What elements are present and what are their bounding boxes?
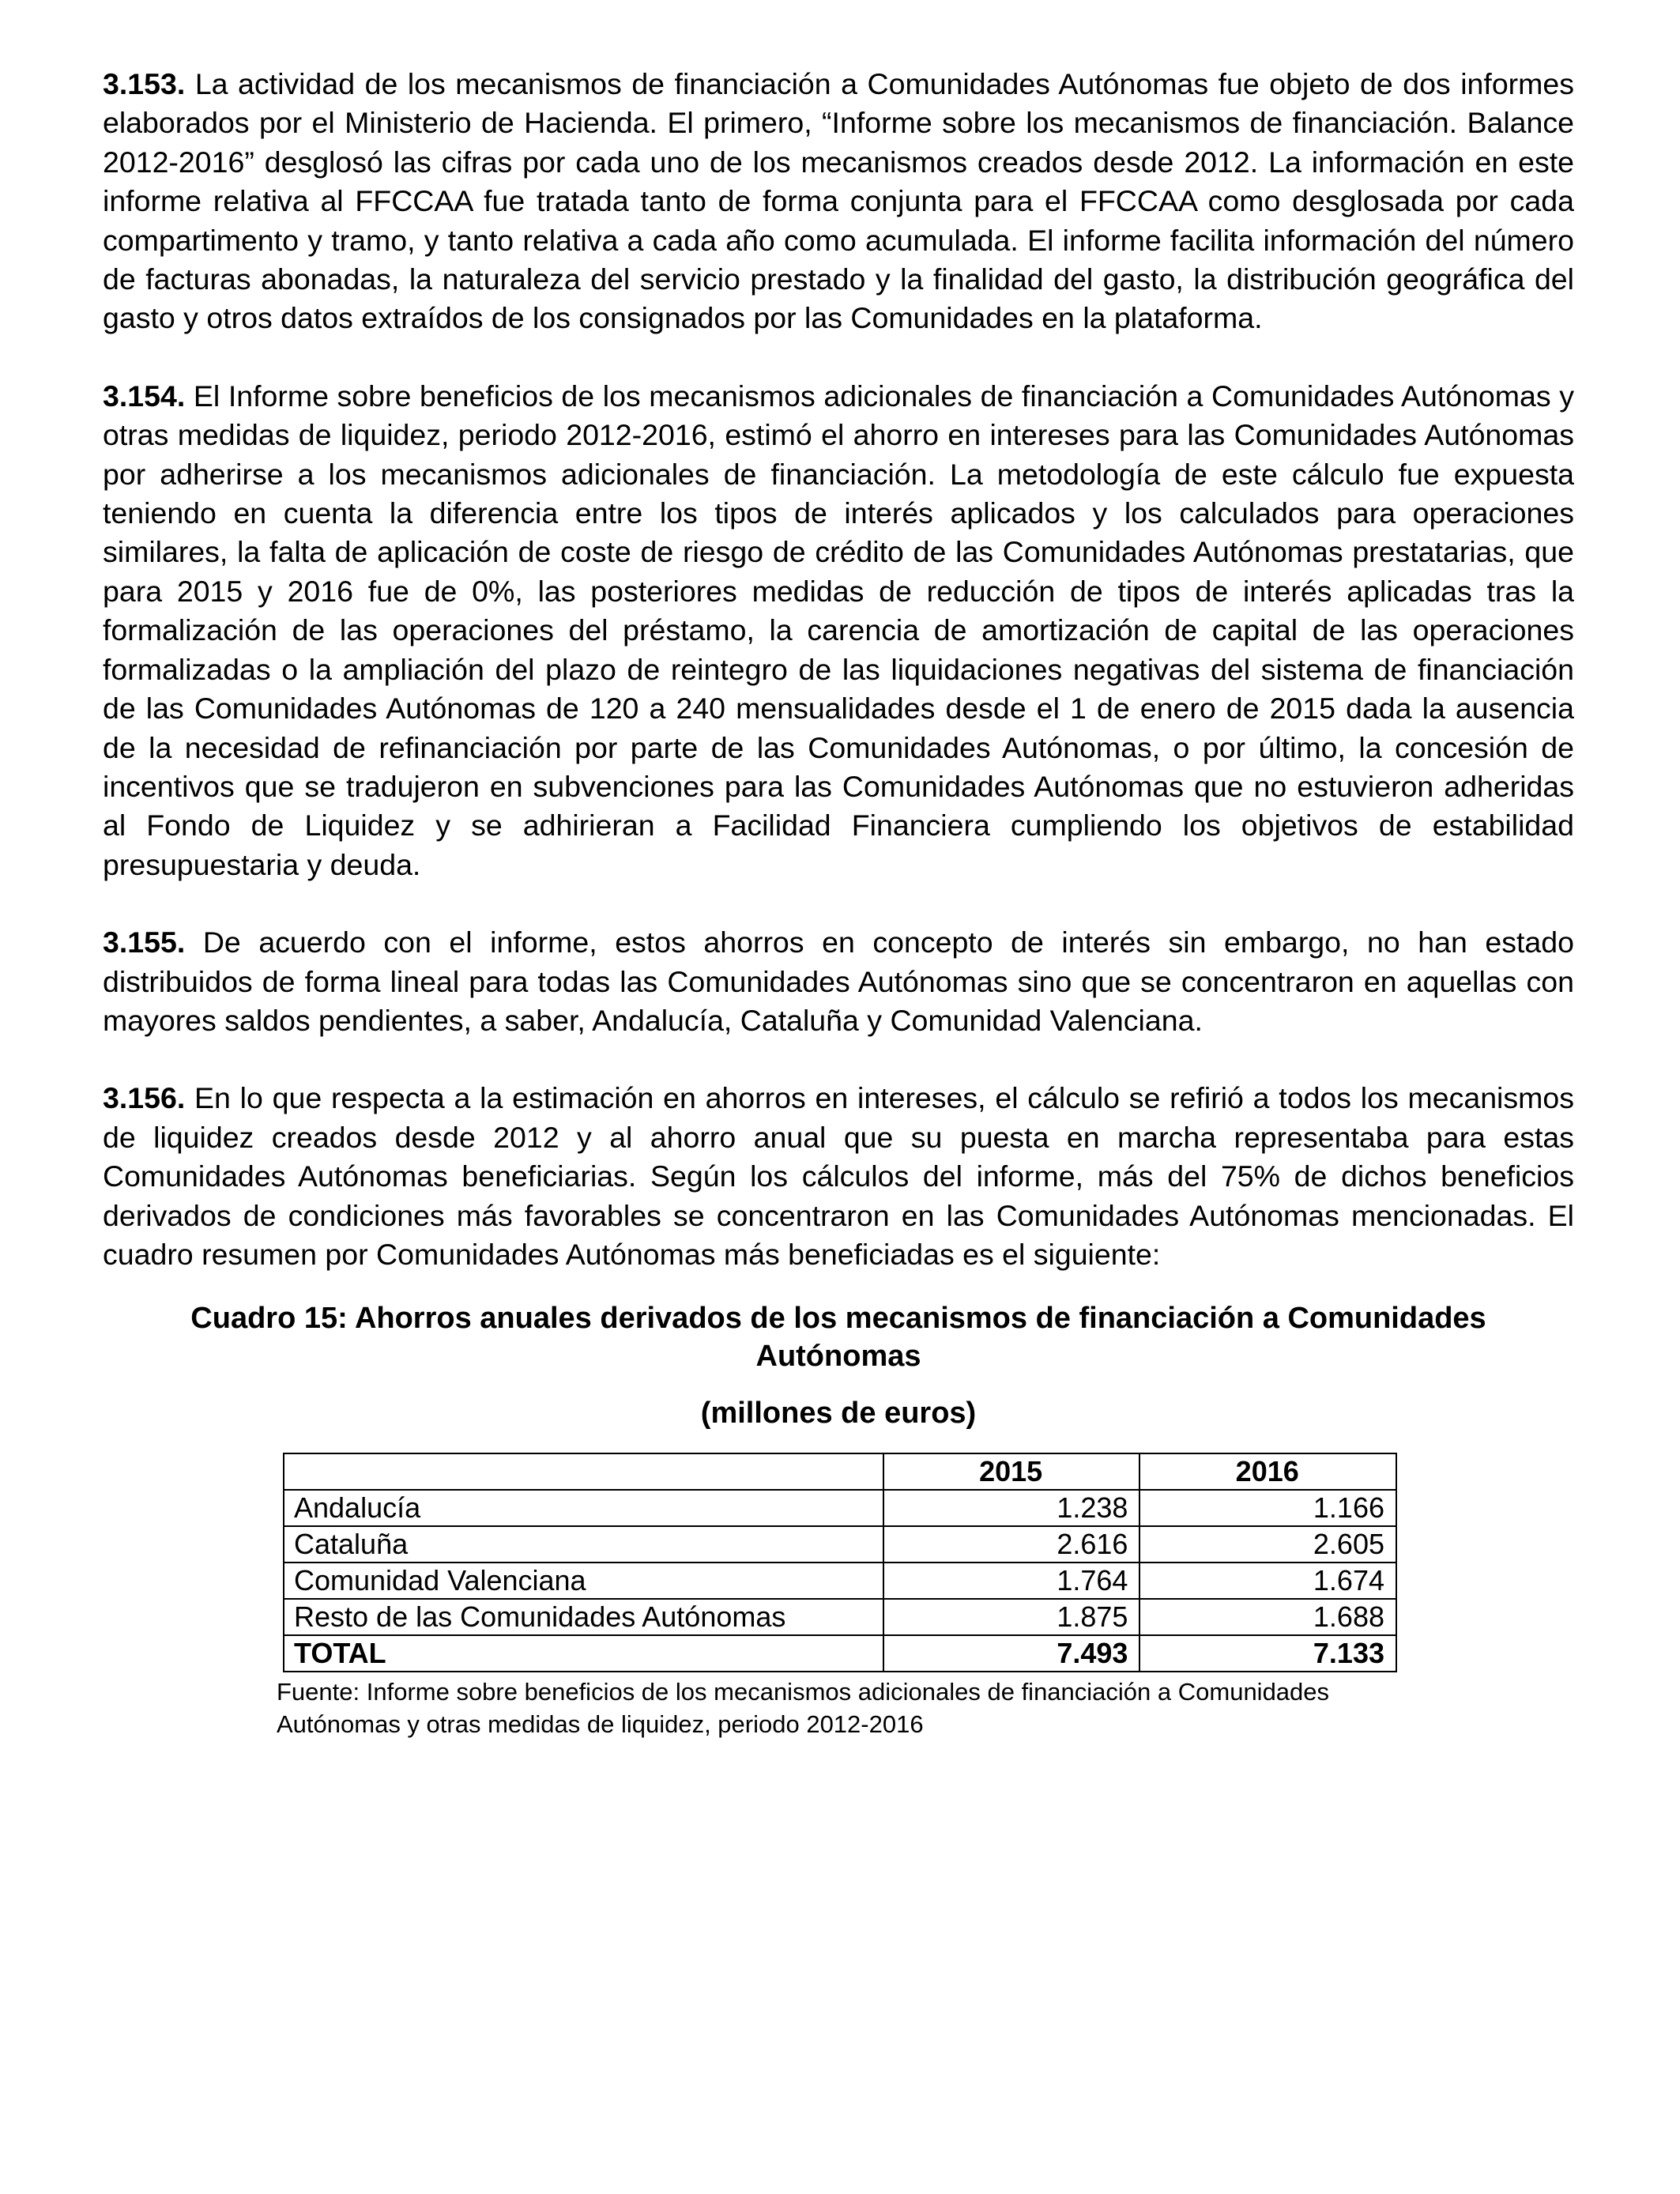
- source-line-2: Autónomas y otras medidas de liquidez, periodo 2012-2016: [277, 1710, 924, 1739]
- row-label: Cataluña: [284, 1526, 883, 1563]
- source-line-1: Fuente: Informe sobre beneficios de los mecanismos adicionales de financiación a Comunidades: [277, 1678, 1330, 1706]
- paragraph-number: 3.155.: [103, 925, 186, 959]
- paragraph-text: De acuerdo con el informe, estos ahorros en concepto de interés sin embargo, no han estado distribuidos de forma lineal para todas las Comunidades Autónomas sino que se concentraron en aquellas con mayores saldos pendientes, a saber, Andalucía, Cataluña y Comunidad Valenciana.: [103, 925, 1574, 1037]
- total-label: TOTAL: [284, 1635, 883, 1672]
- table-row: [284, 1563, 1396, 1599]
- total-2015: 7.493: [883, 1635, 1140, 1672]
- paragraph-3-156: [103, 1079, 1574, 1274]
- paragraph-number: 3.156.: [103, 1081, 186, 1115]
- value-2016: 1.166: [1139, 1490, 1396, 1526]
- table-row: [284, 1490, 1396, 1526]
- paragraph-text: El Informe sobre beneficios de los mecanismos adicionales de financiación a Comunidades Autónomas y otras medidas de liquidez, periodo 2012-2016, estimó el ahorro en intereses para las Comunidades Autónomas por adherirse a los mecanismos adicionales de financiación. La metodología de este cálculo fue expuesta teniendo en cuenta la diferencia entre los tipos de interés aplicados y los calculados para operaciones similares, la falta de aplicación de coste de riesgo de crédito de las Comunidades Autónomas prestatarias, que para 2015 y 2016 fue de 0%, las posteriores medidas de reducción de tipos de interés aplicadas tras la formalización de las operaciones del préstamo, la carencia de amortización de capital de las operaciones formalizadas o la ampliación del plazo de reintegro de las liquidaciones negativas del sistema de financiación de las Comunidades Autónomas de 120 a 240 mensualidades desde el 1 de enero de 2015 dada la ausencia de la necesidad de refinanciación por parte de las Comunidades Autónomas, o por último, la concesión de incentivos que se tradujeron en subvenciones para las Comunidades Autónomas que no estuvieron adheridas al Fondo de Liquidez y se adhirieran a Facilidad Financiera cumpliendo los objetivos de estabilidad presupuestaria y deuda.: [103, 379, 1574, 881]
- paragraph-text: La actividad de los mecanismos de financiación a Comunidades Autónomas fue objeto de dos informes elaborados por el Ministerio de Hacienda. El primero, “Informe sobre los mecanismos de financiación. Balance 2012-2016” desglosó las cifras por cada uno de los mecanismos creados desde 2012. La información en este informe relativa al FFCCAA fue tratada tanto de forma conjunta para el FFCCAA como desglosada por cada compartimento y tramo, y tanto relativa a cada año como acumulada. El informe facilita información del número de facturas abonadas, la naturaleza del servicio prestado y la finalidad del gasto, la distribución geográfica del gasto y otros datos extraídos de los consignados por las Comunidades en la plataforma.: [103, 67, 1575, 335]
- value-2015: 1.875: [883, 1599, 1140, 1635]
- row-label: Andalucía: [284, 1490, 883, 1526]
- table-subtitle: (millones de euros): [700, 1397, 977, 1431]
- paragraph-text: En lo que respecta a la estimación en ahorros en intereses, el cálculo se refirió a todos los mecanismos de liquidez creados desde 2012 y al ahorro anual que su puesta en marcha representaba para estas Comunidades Autónomas beneficiarias. Según los cálculos del informe, más del 75% de dichos beneficios derivados de condiciones más favorables se concentraron en las Comunidades Autónomas mencionadas. El cuadro resumen por Comunidades Autónomas más beneficiadas es el siguiente:: [103, 1081, 1574, 1271]
- paragraph-3-153: [103, 65, 1574, 338]
- table-row: [284, 1599, 1396, 1635]
- document-page: [103, 65, 1574, 1740]
- row-label: Resto de las Comunidades Autónomas: [284, 1599, 883, 1635]
- table-header-row: [284, 1453, 1396, 1490]
- paragraph-number: 3.154.: [103, 379, 186, 413]
- value-2016: 1.688: [1139, 1599, 1396, 1635]
- header-cell-2016: 2016: [1139, 1453, 1396, 1490]
- savings-table: [283, 1453, 1397, 1672]
- value-2016: 2.605: [1139, 1526, 1396, 1563]
- value-2015: 1.238: [883, 1490, 1140, 1526]
- table-total-row: [284, 1635, 1396, 1672]
- table-label: Cuadro 15:: [190, 1302, 348, 1336]
- paragraph-number: 3.153.: [103, 67, 186, 100]
- table-title-text: Ahorros anuales derivados de los mecanismos de financiación a Comunidades Autónomas: [354, 1302, 1486, 1374]
- value-2015: 2.616: [883, 1526, 1140, 1563]
- value-2015: 1.764: [883, 1563, 1140, 1599]
- header-cell-2015: 2015: [883, 1453, 1140, 1490]
- header-cell-empty: [284, 1453, 883, 1490]
- paragraph-3-155: [103, 923, 1574, 1040]
- table-row: [284, 1526, 1396, 1563]
- value-2016: 1.674: [1139, 1563, 1396, 1599]
- row-label: Comunidad Valenciana: [284, 1563, 883, 1599]
- table-source-note: [277, 1676, 1580, 1740]
- paragraph-3-154: [103, 377, 1574, 884]
- total-2016: 7.133: [1139, 1635, 1396, 1672]
- table-title: [103, 1299, 1574, 1375]
